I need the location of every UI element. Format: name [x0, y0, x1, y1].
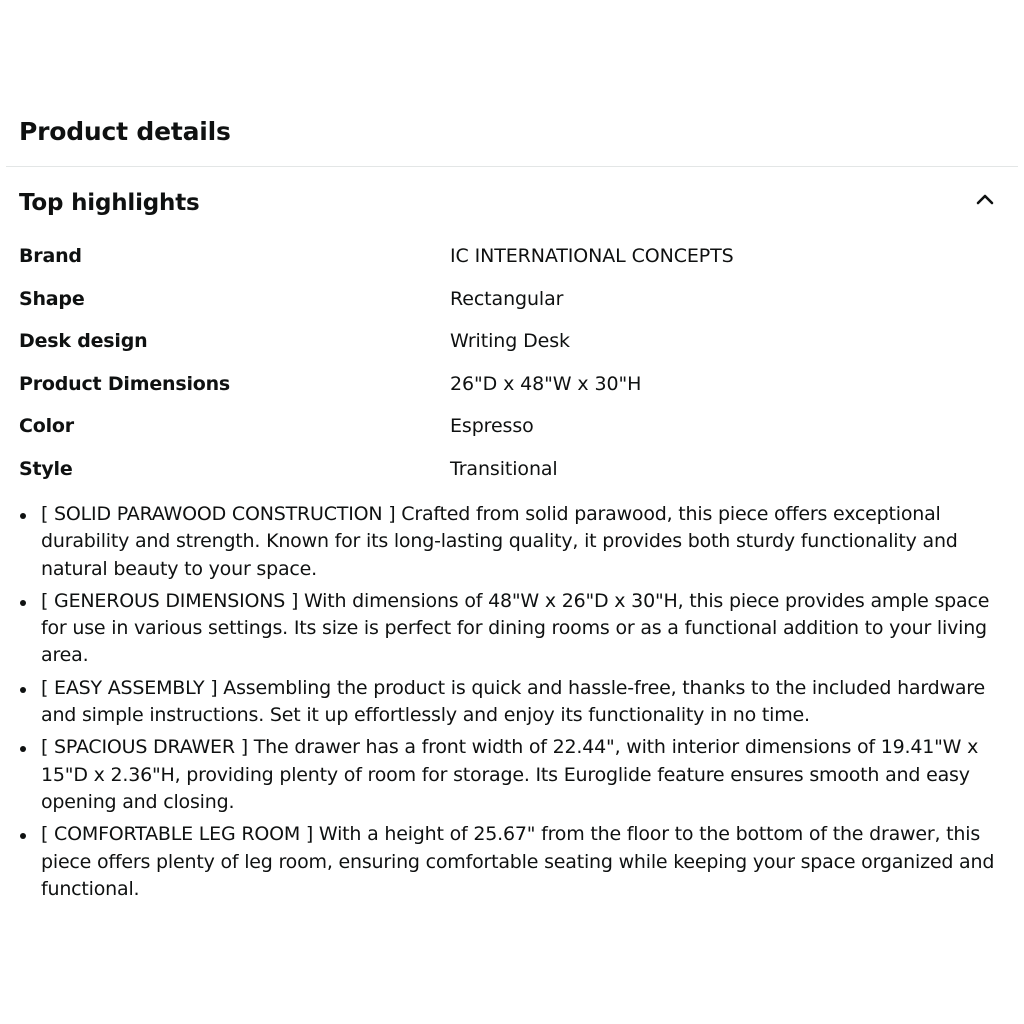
feature-bullet-text: [ EASY ASSEMBLY ] Assembling the product is quick and hassle-free, thanks to the included hardware and simple instructions. Set it up effortlessly and enjoy its functionality in no time.: [41, 676, 985, 727]
spec-value: Espresso: [450, 415, 534, 438]
top-highlights-header[interactable]: [0, 176, 1024, 232]
feature-bullet: [41, 588, 1010, 670]
feature-bullet: [41, 501, 1010, 583]
bullet-dot-icon: [20, 746, 26, 752]
bullet-dot-icon: [20, 833, 26, 839]
spec-row-brand: [19, 235, 1009, 278]
spec-row-desk-design: [19, 320, 1009, 363]
spec-table: [19, 235, 1009, 490]
spec-label: Product Dimensions: [19, 372, 231, 395]
spec-label: Style: [19, 457, 73, 480]
feature-bullet-text: [ SOLID PARAWOOD CONSTRUCTION ] Crafted from solid parawood, this piece offers exceptional durability and strength. Known for its long-lasting quality, it provides both sturdy functionality and natural beauty to your space.: [41, 503, 958, 580]
spec-value: Writing Desk: [450, 330, 570, 353]
spec-label: Shape: [19, 287, 85, 310]
spec-row-style: [19, 448, 1009, 491]
spec-row-shape: [19, 278, 1009, 321]
spec-label: Brand: [19, 245, 82, 268]
page-title: Product details: [19, 117, 231, 146]
spec-label: Desk design: [19, 330, 148, 353]
spec-value: Rectangular: [450, 287, 564, 310]
feature-bullet: [41, 734, 1010, 816]
spec-label: Color: [19, 415, 74, 438]
spec-value: IC INTERNATIONAL CONCEPTS: [450, 245, 734, 268]
feature-bullet-text: [ SPACIOUS DRAWER ] The drawer has a front width of 22.44", with interior dimensions of 19.41"W x 15"D x 2.36"H, providing plenty of room for storage. Its Euroglide feature ensures smooth and easy opening and closing.: [41, 736, 979, 813]
bullet-dot-icon: [20, 687, 26, 693]
feature-bullet-text: [ COMFORTABLE LEG ROOM ] With a height of 25.67" from the floor to the bottom of the drawer, this piece offers plenty of leg room, ensuring comfortable seating while keeping your space organized and functional.: [41, 823, 995, 900]
spec-row-product-dimensions: [19, 363, 1009, 406]
bullet-dot-icon: [20, 600, 26, 606]
bullet-dot-icon: [20, 513, 26, 519]
spec-row-color: [19, 405, 1009, 448]
spec-value: Transitional: [450, 457, 558, 480]
feature-bullet: [41, 675, 1010, 730]
spec-value: 26"D x 48"W x 30"H: [450, 372, 642, 395]
feature-bullet: [41, 821, 1010, 903]
section-divider: [6, 166, 1018, 167]
chevron-up-icon[interactable]: [974, 188, 996, 210]
feature-bullet-text: [ GENEROUS DIMENSIONS ] With dimensions of 48"W x 26"D x 30"H, this piece provides ample space for use in various settings. Its size is perfect for dining rooms or as a functional addition to your living area.: [41, 589, 990, 667]
feature-bullet-list: [0, 501, 1010, 908]
section-title: Top highlights: [19, 190, 200, 216]
